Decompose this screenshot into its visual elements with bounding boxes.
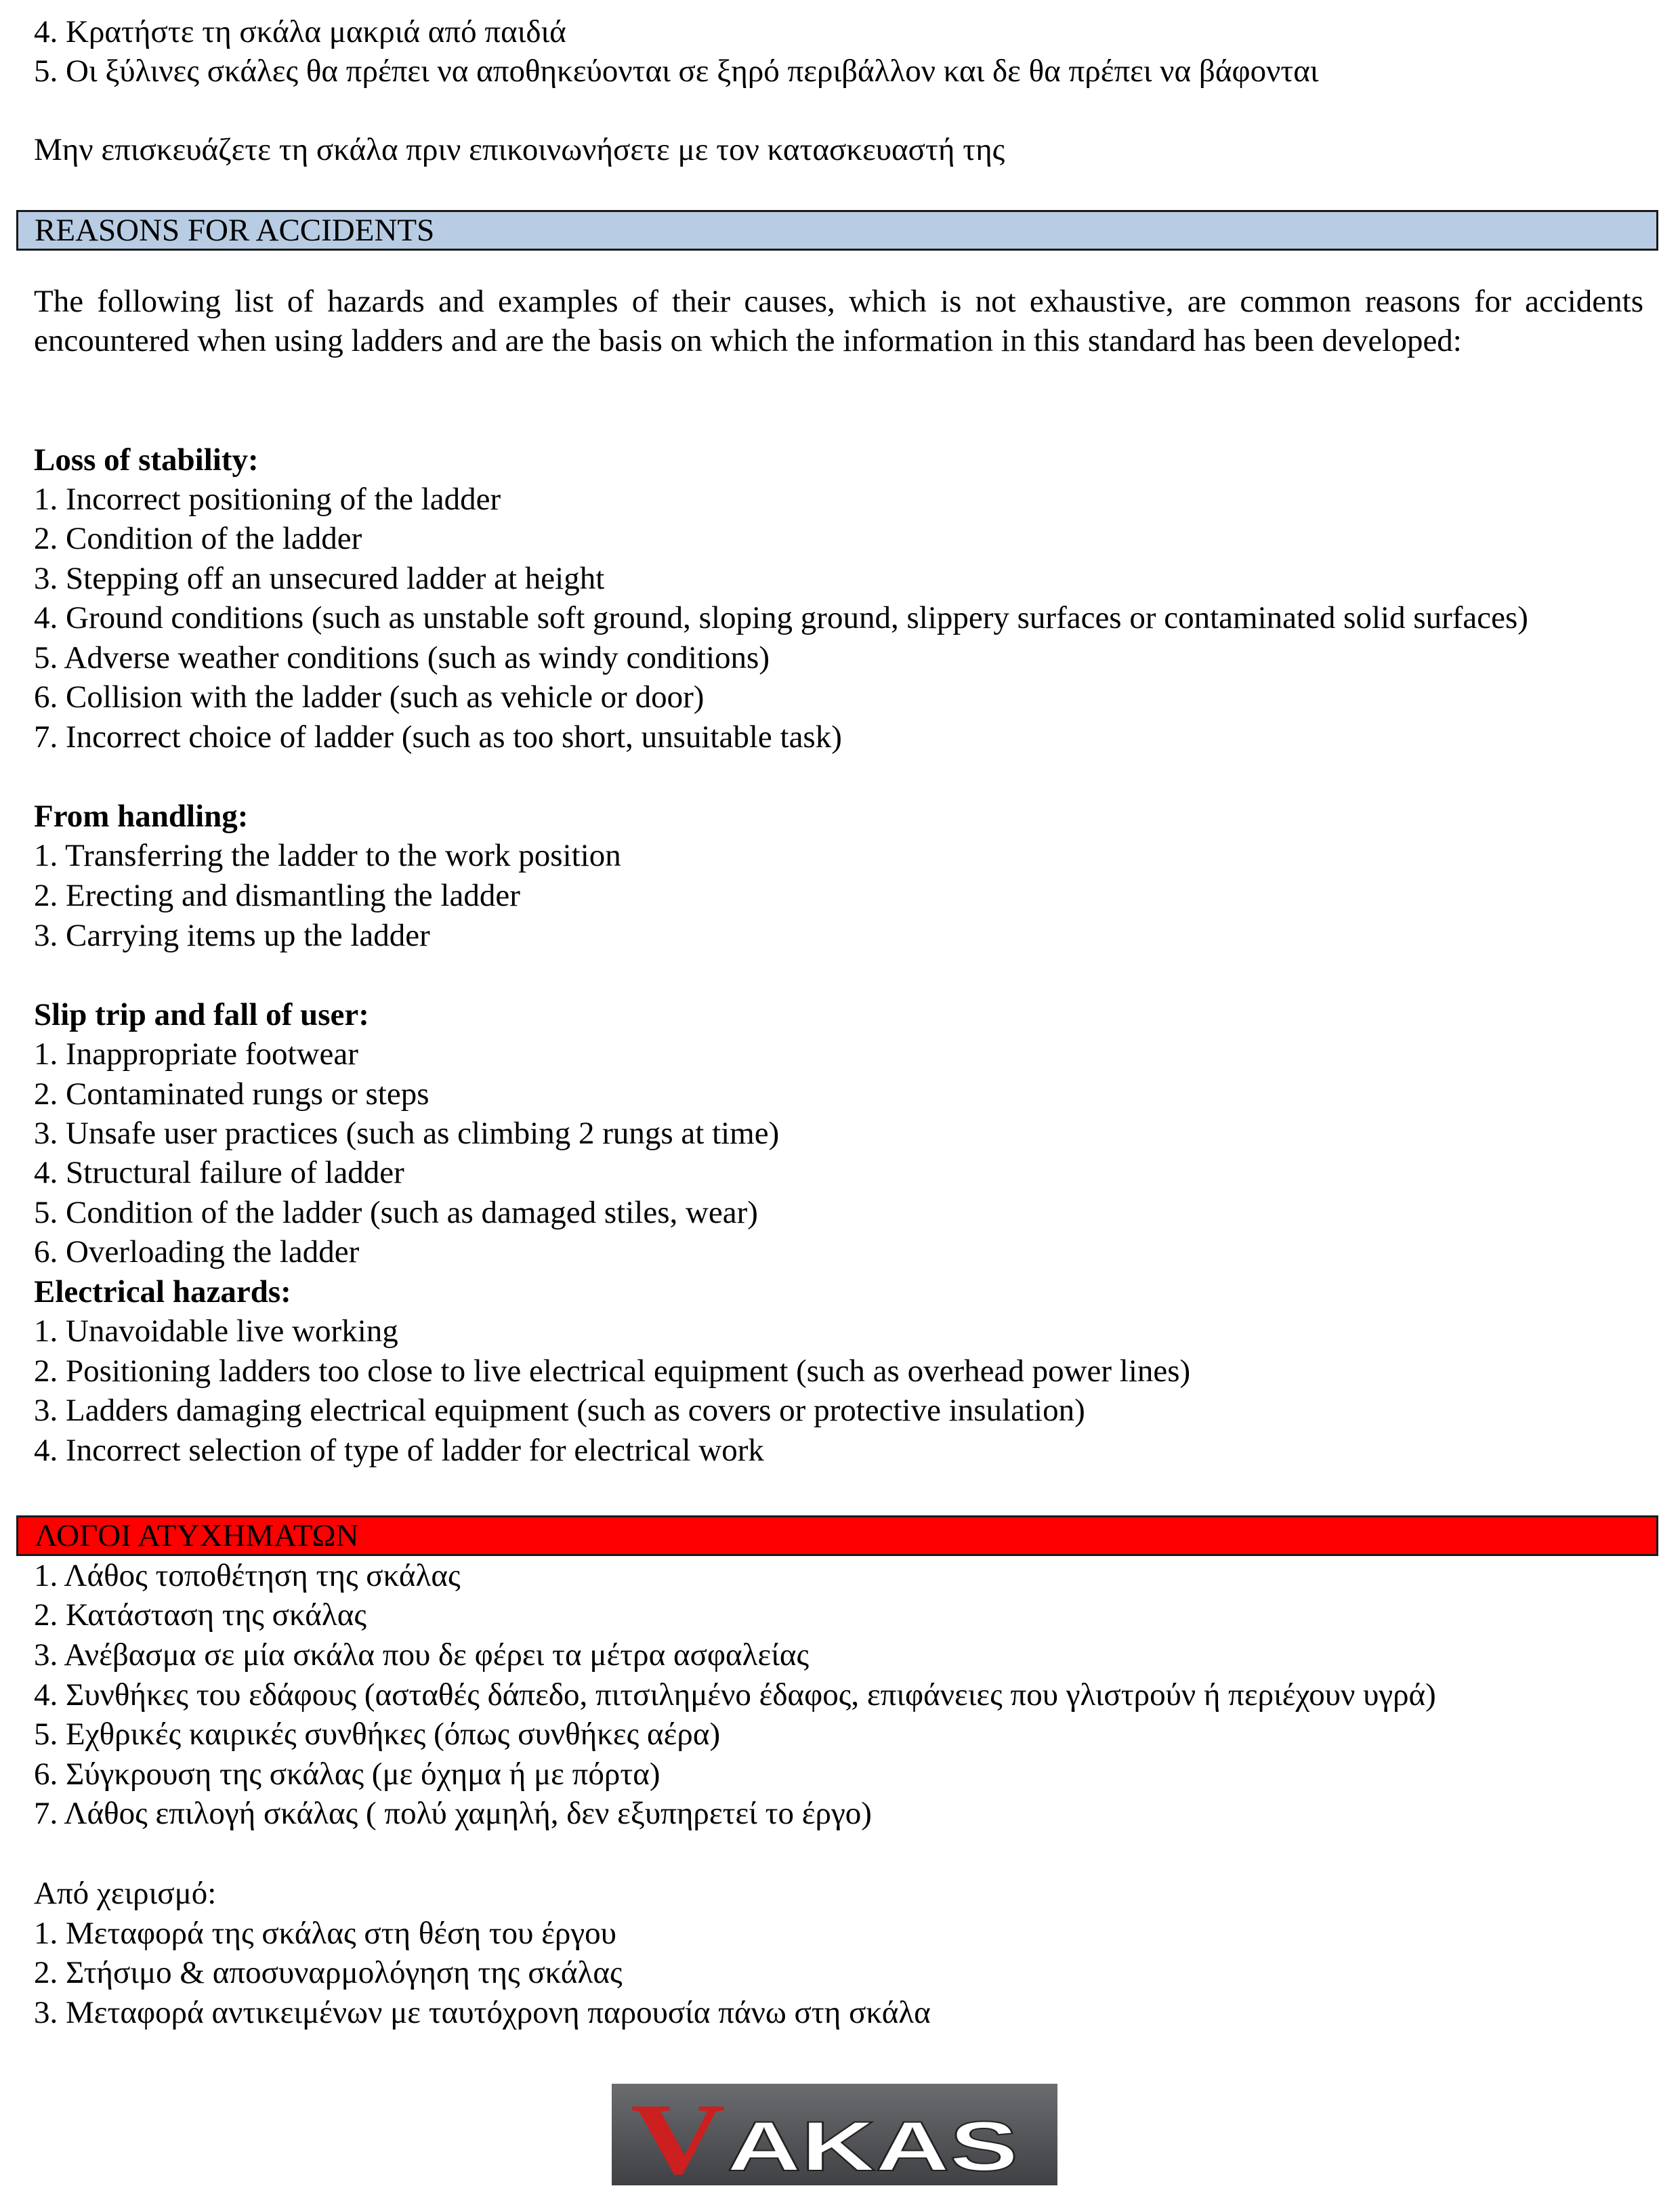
greek-list-item: 7. Λάθος επιλογή σκάλας ( πολύ χαμηλή, δεν εξυπηρετεί το έργο) — [34, 1796, 872, 1831]
list-item: 1. Inappropriate footwear — [34, 1036, 358, 1072]
top-item: 5. Οι ξύλινες σκάλες θα πρέπει να αποθηκεύονται σε ξηρό περιβάλλον και δε θα πρέπει να βάφονται — [34, 54, 1319, 89]
list-item: 3. Ladders damaging electrical equipment (such as covers or protective insulation) — [34, 1393, 1085, 1428]
logo-rest-letters: AKAS — [727, 2107, 1018, 2185]
vakas-logo — [612, 2084, 1057, 2185]
list-item: 5. Adverse weather conditions (such as windy conditions) — [34, 640, 770, 675]
greek-list-item: 3. Μεταφορά αντικειμένων με ταυτόχρονη παρουσία πάνω στη σκάλα — [34, 1995, 931, 2030]
list-item: 2. Contaminated rungs or steps — [34, 1076, 429, 1112]
list-item: 2. Positioning ladders too close to live electrical equipment (such as overhead power lines) — [34, 1353, 1191, 1389]
list-item: 3. Unsafe user practices (such as climbing 2 rungs at time) — [34, 1116, 780, 1151]
list-item: 6. Collision with the ladder (such as vehicle or door) — [34, 679, 705, 715]
list-item: 1. Transferring the ladder to the work position — [34, 838, 621, 873]
greek-reasons-heading: ΛΟΓΟΙ ΑΤΥΧΗΜΑΤΩΝ — [16, 1515, 1658, 1556]
list-item: 3. Stepping off an unsecured ladder at height — [34, 561, 605, 596]
greek-list-item: 2. Κατάσταση της σκάλας — [34, 1597, 366, 1633]
group-title-from-handling: From handling: — [34, 799, 249, 834]
list-item: 2. Erecting and dismantling the ladder — [34, 878, 520, 913]
greek-list-item: 6. Σύγκρουση της σκάλας (με όχημα ή με πόρτα) — [34, 1757, 660, 1792]
list-item: 7. Incorrect choice of ladder (such as too short, unsuitable task) — [34, 719, 842, 755]
top-item: 4. Κρατήστε τη σκάλα μακριά από παιδιά — [34, 14, 566, 49]
list-item: 1. Unavoidable live working — [34, 1314, 398, 1349]
greek-list-item: 2. Στήσιμο & αποσυναρμολόγηση της σκάλας — [34, 1955, 623, 1990]
list-item: 3. Carrying items up the ladder — [34, 918, 430, 953]
group-title-slip-trip-fall: Slip trip and fall of user: — [34, 997, 369, 1032]
reasons-intro: The following list of hazards and examples of their causes, which is not exhaustive, are common reasons for accidents encountered when using ladders and are the basis on which the information in this standard has been developed: — [34, 284, 1643, 358]
group-title-loss-of-stability: Loss of stability: — [34, 442, 259, 478]
reasons-heading: REASONS FOR ACCIDENTS — [16, 210, 1658, 251]
list-item: 1. Incorrect positioning of the ladder — [34, 482, 501, 517]
greek-list-item: 3. Ανέβασμα σε μία σκάλα που δε φέρει τα μέτρα ασφαλείας — [34, 1637, 810, 1673]
greek-handling-title: Από χειρισμό: — [34, 1876, 217, 1911]
greek-list-item: 1. Λάθος τοποθέτηση της σκάλας — [34, 1558, 461, 1593]
logo-first-letter: V — [631, 2084, 726, 2185]
group-title-electrical-hazards: Electrical hazards: — [34, 1274, 291, 1309]
greek-list-item: 1. Μεταφορά της σκάλας στη θέση του έργου — [34, 1916, 616, 1951]
list-item: 6. Overloading the ladder — [34, 1234, 360, 1269]
list-item: 5. Condition of the ladder (such as damaged stiles, wear) — [34, 1195, 758, 1230]
list-item: 4. Structural failure of ladder — [34, 1155, 404, 1190]
repair-note: Μην επισκευάζετε τη σκάλα πριν επικοινωνήσετε με τον κατασκευαστή της — [34, 132, 1005, 167]
list-item: 4. Incorrect selection of type of ladder for electrical work — [34, 1433, 764, 1468]
greek-list-item: 4. Συνθήκες του εδάφους (ασταθές δάπεδο, πιτσιλημένο έδαφος, επιφάνειες που γλιστρούν ή περιέχουν υγρά) — [34, 1677, 1436, 1713]
greek-list-item: 5. Εχθρικές καιρικές συνθήκες (όπως συνθήκες αέρα) — [34, 1717, 721, 1752]
list-item: 2. Condition of the ladder — [34, 521, 362, 556]
list-item: 4. Ground conditions (such as unstable soft ground, sloping ground, slippery surfaces or contaminated solid surfaces) — [34, 600, 1528, 635]
